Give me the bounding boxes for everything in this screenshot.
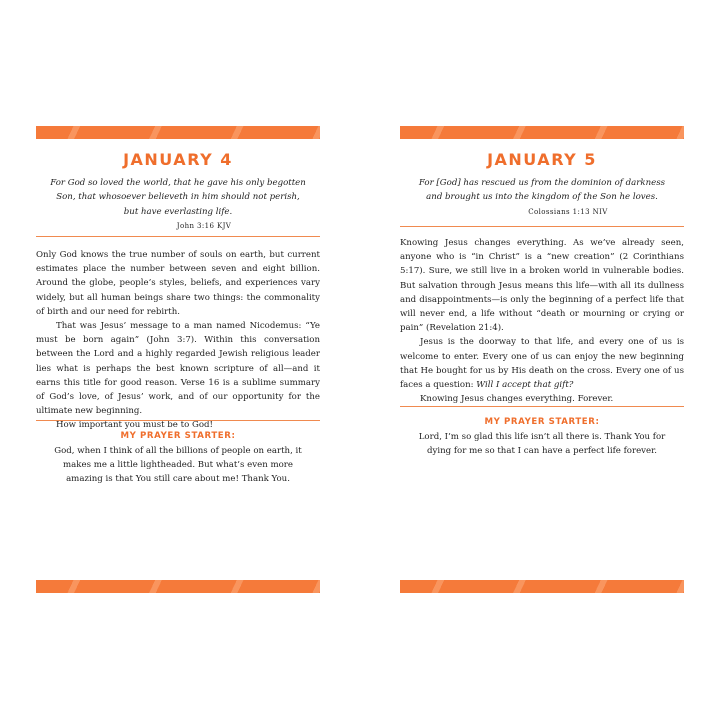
prayer-text: Lord, I’m so glad this life isn’t all there is. Thank You for dying for me so that I can have a perfect life forever. [418, 432, 666, 457]
divider [400, 406, 684, 407]
verse-text: For God so loved the world, that he gave his only begotten Son, that whosoever believeth in him should not perish, but have everlasting life. [50, 178, 306, 217]
verse-text: For [God] has rescued us from the dominion of darkness and brought us into the kingdom of the Son he loves. [418, 178, 666, 203]
paragraph-text: Jesus is the doorway to that life, and every one of us is welcome to enter. Every one of us can enjoy the new beginning that He bought for us by His death on the cross. Every one of us faces a question: [400, 337, 684, 391]
left-page [36, 0, 320, 720]
paragraph: That was Jesus’ message to a man named Nicodemus: “Ye must be born again” (John 3:7). Within this conversation between the Lord and a highly regarded Jewish religious leader lies what is perhaps the best known scripture of all—and it earns this title for good reason. Verse 16 is a sublime summary of God’s love, of Jesus’ work, and of our opportunity for the ultimate new beginning. [36, 321, 320, 417]
top-decorative-bar [36, 126, 320, 139]
paragraph: How important you must be to God! [56, 420, 213, 431]
bottom-decorative-bar [36, 580, 320, 593]
right-page [400, 0, 684, 720]
divider [400, 226, 684, 227]
devotional-body [36, 248, 320, 433]
paragraph: Knowing Jesus changes everything. Forever. [420, 394, 614, 405]
paragraph [400, 335, 684, 392]
verse-reference: John 3:16 KJV [176, 222, 232, 230]
page-title: JANUARY 4 [123, 150, 233, 169]
prayer-heading: MY PRAYER STARTER: [120, 431, 236, 441]
verse-reference: Colossians 1:13 NIV [528, 208, 608, 216]
divider [36, 420, 320, 421]
devotional-body [400, 236, 684, 406]
page-title: JANUARY 5 [487, 150, 597, 169]
divider [36, 236, 320, 237]
bottom-decorative-bar [400, 580, 684, 593]
top-decorative-bar [400, 126, 684, 139]
paragraph: Knowing Jesus changes everything. As we’ve already seen, anyone who is “in Christ” is a “new creation” (2 Corinthians 5:17). Sure, we still live in a broken world in vulnerable bodies. But salvation through Jesus means this life—with all its dullness and disappointments—is only the beginning of a perfect life that will never end, a life without “death or mourning or crying or pain” (Revelation 21:4). [400, 238, 684, 334]
question-text: Will I accept that gift? [476, 380, 574, 391]
paragraph: Only God knows the true number of souls on earth, but current estimates place the number between seven and eight billion. Around the globe, people’s styles, beliefs, and experiences vary widely, but all human beings share two things: the commonality of birth and our need for rebirth. [36, 250, 320, 317]
prayer-heading: MY PRAYER STARTER: [484, 417, 600, 427]
prayer-text: God, when I think of all the billions of people on earth, it makes me a little lightheaded. But what’s even more amazing is that You still care about me! Thank You. [54, 446, 302, 485]
